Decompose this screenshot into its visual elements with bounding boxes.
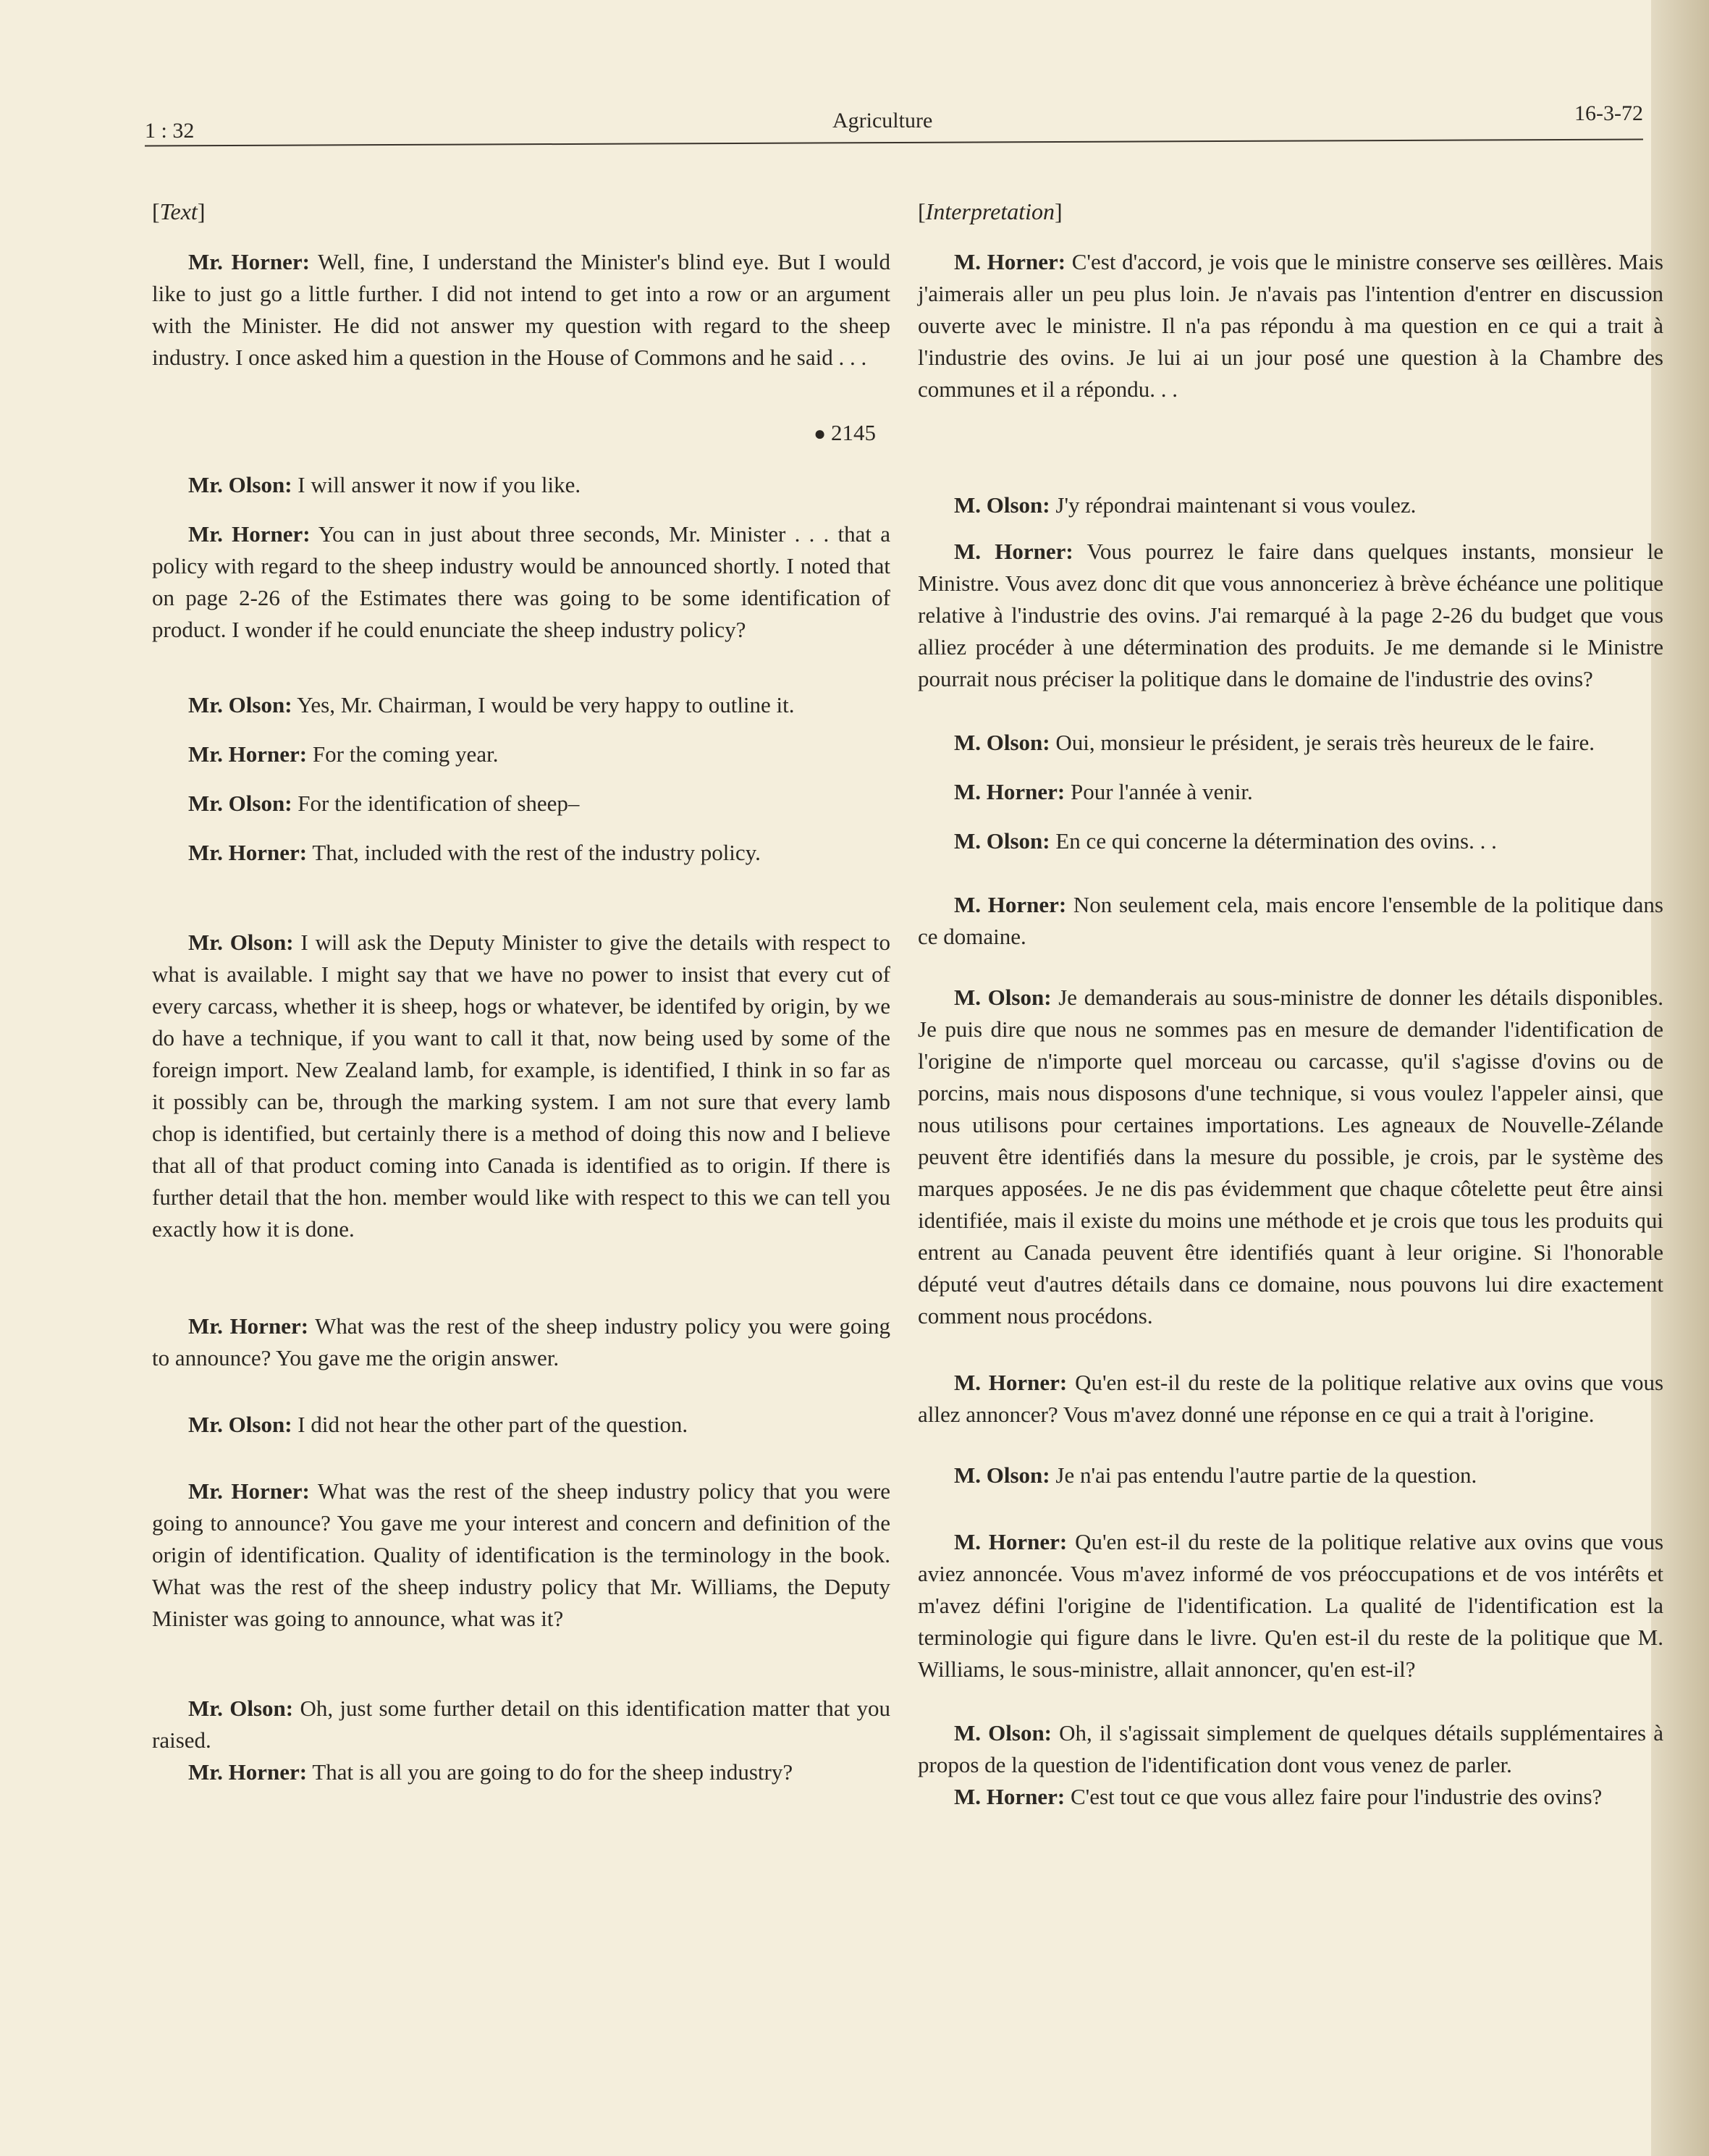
speaker-name: Mr. Olson: xyxy=(188,1696,294,1721)
speech-text: You can in just about three seconds, Mr. Minister . . . that a policy with regard to the sheep industry would be announced shortly. I noted that on page 2-26 of the Estimates there was going to be some identification of product. I wonder if he could enunciate the sheep industry policy? xyxy=(152,521,890,642)
speech-text: Vous pourrez le faire dans quelques instants, monsieur le Ministre. Vous avez donc dit que vous annonceriez à brève échéance une politique relative à l'industrie des ovins. J'ai remarqué à la page 2-26 du budget que vous alliez procéder à une détermination des produits. Je me demande si le Ministre pourrait nous préciser la politique dans le domaine de l'industrie des ovins? xyxy=(918,539,1663,691)
speech-paragraph xyxy=(152,1475,890,1635)
speech-paragraph xyxy=(152,1756,890,1788)
speech-text: Well, fine, I understand the Minister's blind eye. But I would like to just go a little further. I did not intend to get into a row or an argument with the Minister. He did not answer my question with regard to the sheep industry. I once asked him a question in the House of Commons and he said . . . xyxy=(152,249,890,370)
speech-paragraph xyxy=(918,1781,1663,1813)
speech-paragraph xyxy=(152,1310,890,1374)
speech-text: C'est d'accord, je vois que le ministre conserve ses œillères. Mais j'aimerais aller un peu plus loin. Je n'avais pas l'intention d'entrer en discussion ouverte avec le ministre. Il n'a pas répondu à ma question en ce qui a trait à l'industrie des ovins. Je lui ai un jour posé une question à la Chambre des communes et il a répondu. . . xyxy=(918,249,1663,402)
speech-paragraph xyxy=(918,1460,1663,1491)
speech-text: What was the rest of the sheep industry policy that you were going to announce? You gave me your interest and concern and definition of the origin of identification. Quality of identification is the terminology in the book. What was the rest of the sheep industry policy that Mr. Williams, the Deputy Minister was going to announce, what was it? xyxy=(152,1478,890,1631)
english-column xyxy=(152,195,890,1788)
speaker-name: M. Horner: xyxy=(954,1529,1068,1554)
speech-text: Oh, just some further detail on this identification matter that you raised. xyxy=(152,1696,890,1753)
speech-paragraph xyxy=(918,1526,1663,1685)
speaker-name: M. Horner: xyxy=(954,539,1073,564)
speech-text: That, included with the rest of the industry policy. xyxy=(312,840,761,865)
speaker-name: Mr. Horner: xyxy=(188,1313,309,1339)
speech-paragraph xyxy=(152,689,890,721)
speech-text: I did not hear the other part of the question. xyxy=(298,1412,688,1437)
speaker-name: Mr. Horner: xyxy=(188,521,311,547)
speaker-name: M. Horner: xyxy=(954,892,1067,917)
speech-paragraph xyxy=(918,1367,1663,1431)
speech-text: Yes, Mr. Chairman, I would be very happy to outline it. xyxy=(297,692,795,717)
speech-text: Oh, il s'agissait simplement de quelques détails supplémentaires à propos de la question de l'identification dont vous venez de parler. xyxy=(918,1720,1663,1777)
text-tag: [Text] xyxy=(152,198,206,224)
speech-text: Je demanderais au sous-ministre de donner les détails disponibles. Je puis dire que nous ne sommes pas en mesure de demander l'identification de l'origine de n'importe quel morceau ou carcasse, qu'il s'agisse d'ovins ou de porcins, mais nous disposons d'une technique, si vous voulez l'appeler ainsi, que nous utilisons pour certaines importations. Les agneaux de Nouvelle-Zélande peuvent être identifiés dans la mesure du possible, je crois, par le système des marques apposées. Je ne dis pas évidemment que chaque côtelette peut être ainsi identifiée, mais il existe du moins une méthode et je crois que tous les produits qui entrent au Canada peuvent être identifiés quant à leur origine. Si l'honorable député veut d'autres détails dans ce domaine, nous pouvons lui dire exactement comment nous procédons. xyxy=(918,985,1663,1328)
speech-paragraph xyxy=(152,837,890,869)
speech-text: En ce qui concerne la détermination des ovins. . . xyxy=(1055,828,1497,854)
speaker-name: M. Olson: xyxy=(954,730,1050,755)
speech-paragraph xyxy=(152,927,890,1245)
speaker-name: Mr. Olson: xyxy=(188,930,294,955)
speaker-name: Mr. Horner: xyxy=(188,1759,308,1785)
speech-text: J'y répondrai maintenant si vous voulez. xyxy=(1055,492,1417,518)
speech-paragraph xyxy=(152,1693,890,1756)
speech-paragraph xyxy=(918,727,1663,759)
speech-paragraph xyxy=(918,982,1663,1332)
speaker-name: Mr. Horner: xyxy=(188,1478,310,1504)
speaker-name: M. Horner: xyxy=(954,1370,1068,1395)
page-number: 1 : 32 xyxy=(145,119,195,143)
speech-paragraph xyxy=(918,489,1663,521)
speaker-name: M. Olson: xyxy=(954,1462,1050,1488)
speech-text: That is all you are going to do for the sheep industry? xyxy=(312,1759,793,1785)
bullet-icon: ● xyxy=(814,423,831,445)
speech-text: For the coming year. xyxy=(312,741,499,767)
speaker-name: M. Horner: xyxy=(954,249,1066,274)
speaker-name: Mr. Horner: xyxy=(188,741,308,767)
speech-text: I will ask the Deputy Minister to give the details with respect to what is available. I might say that we have no power to insist that every cut of every carcass, whether it is sheep, hogs or whatever, be identifed by origin, by we do have a technique, if you want to call it that, now being used by some of the foreign import. New Zealand lamb, for example, is identified, I think in so far as it possibly can be, through the marking system. I am not sure that every lamb chop is identified, but certainly there is a method of doing this now and I believe that all of that product coming into Canada is identified as to origin. If there is further detail that the hon. member would like with respect to this we can tell you exactly how it is done. xyxy=(152,930,890,1242)
speech-paragraph xyxy=(918,1717,1663,1781)
speech-text: Oui, monsieur le président, je serais très heureux de le faire. xyxy=(1055,730,1595,755)
speech-text: Je n'ai pas entendu l'autre partie de la question. xyxy=(1055,1462,1477,1488)
speaker-name: M. Olson: xyxy=(954,985,1052,1010)
speech-paragraph xyxy=(152,738,890,770)
marker-number: 2145 xyxy=(831,420,876,445)
page-date: 16-3-72 xyxy=(1574,101,1643,125)
speaker-name: M. Olson: xyxy=(954,1720,1052,1746)
committee-title: Agriculture xyxy=(832,109,933,132)
speaker-name: M. Olson: xyxy=(954,492,1050,518)
speech-text: Non seulement cela, mais encore l'ensemble de la politique dans ce domaine. xyxy=(918,892,1663,949)
french-column xyxy=(918,195,1663,1813)
speech-paragraph xyxy=(918,536,1663,695)
speaker-name: Mr. Horner: xyxy=(188,840,308,865)
speaker-name: M. Horner: xyxy=(954,1784,1066,1809)
speaker-name: Mr. Horner: xyxy=(188,249,310,274)
speech-paragraph xyxy=(152,1409,890,1441)
speech-paragraph xyxy=(152,518,890,646)
speech-text: For the identification of sheep– xyxy=(298,791,580,816)
speaker-name: M. Horner: xyxy=(954,779,1066,804)
speaker-name: Mr. Olson: xyxy=(188,472,292,497)
speech-text: I will answer it now if you like. xyxy=(298,472,581,497)
speech-paragraph xyxy=(152,788,890,820)
speech-paragraph xyxy=(918,246,1663,405)
speech-text: Pour l'année à venir. xyxy=(1070,779,1253,804)
speech-text: Qu'en est-il du reste de la politique relative aux ovins que vous aviez annoncée. Vous m'avez informé de vos préoccupations et de vos intérêts et m'avez défini l'origine de l'identification. La qualité de l'identification est la terminologie qui figure dans le livre. Qu'en est-il du reste de la politique que M. Williams, le sous-ministre, allait annoncer, qu'en est-il? xyxy=(918,1529,1664,1682)
speech-text: What was the rest of the sheep industry policy you were going to announce? You gave me the origin answer. xyxy=(152,1313,890,1370)
speaker-name: M. Olson: xyxy=(954,828,1050,854)
speech-paragraph xyxy=(152,469,890,501)
speech-paragraph xyxy=(918,825,1663,857)
page-marker xyxy=(152,417,890,450)
speech-text: Qu'en est-il du reste de la politique relative aux ovins que vous allez annoncer? Vous m'avez donné une réponse en ce qui a trait à l'origine. xyxy=(918,1370,1664,1427)
speaker-name: Mr. Olson: xyxy=(188,791,292,816)
interpretation-tag: [Interpretation] xyxy=(918,198,1063,224)
speech-text: C'est tout ce que vous allez faire pour l'industrie des ovins? xyxy=(1070,1784,1603,1809)
speaker-name: Mr. Olson: xyxy=(188,692,292,717)
speech-paragraph xyxy=(918,776,1663,808)
speech-paragraph xyxy=(918,889,1663,953)
speaker-name: Mr. Olson: xyxy=(188,1412,292,1437)
speech-paragraph xyxy=(152,246,890,374)
